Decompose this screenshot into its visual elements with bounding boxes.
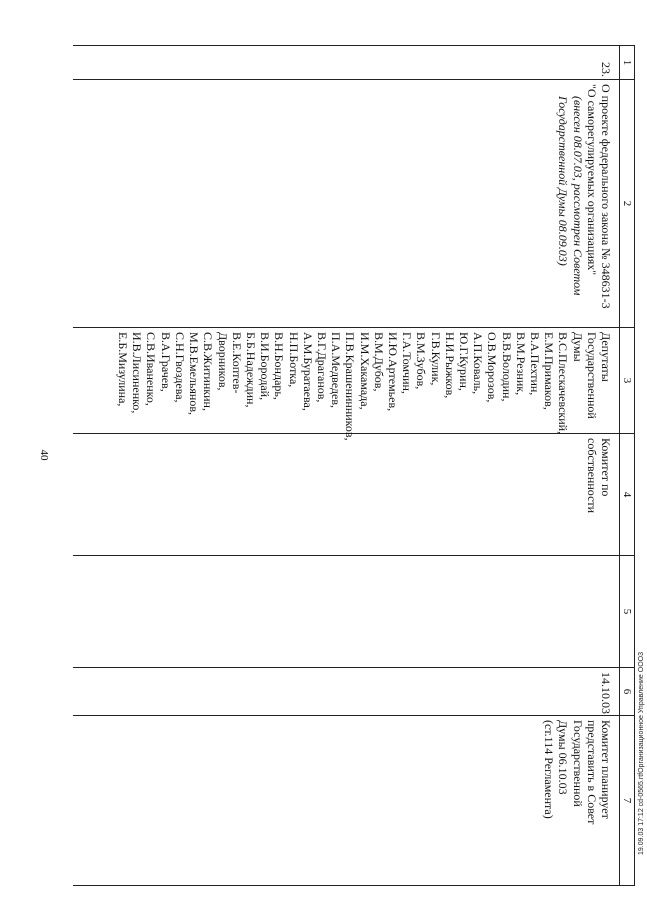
column-header-3: 3 (620, 328, 635, 434)
initiator-line: Ю.Г.Курин, (456, 332, 471, 391)
initiator-line: В.В.Володин, (499, 332, 514, 402)
initiator-line: Государственной (584, 332, 599, 419)
plan-line: представить в Совет (584, 720, 599, 825)
plan-cell (73, 716, 620, 886)
initiator-line: В.С.Плескачевский, (556, 332, 571, 435)
column-header-6: 6 (620, 668, 635, 716)
page-number: 40 (38, 449, 50, 461)
initiator-line: С.В.Иваненко, (144, 332, 159, 406)
initiator-line: Н.И.Рыжков, (442, 332, 457, 399)
column-header-2: 2 (620, 80, 635, 328)
initiator-line: А.П.Коваль, (471, 332, 486, 395)
rotated-table-container (40, 45, 635, 885)
bill-title-line: "О саморегулируемых организациях" (584, 84, 599, 276)
initiator-line: Г.А.Томчин, (400, 332, 415, 394)
column-number-row (620, 46, 635, 886)
footer-stamp: 19.09.03 17:12 cd-0565.rtfОрганизационное Управление ООО3 (638, 652, 645, 855)
bill-title-line: О проекте федерального закона № 348631-3 (599, 84, 613, 309)
initiator-line: А.М.Буратаева, (300, 332, 315, 411)
committee-line: Комитет по (599, 438, 613, 497)
initiator-line: И.В.Лисиненко, (130, 332, 145, 414)
initiator-line: С.В.Житинкин, (201, 332, 216, 411)
initiator-line: Г.В.Кулик, (428, 332, 443, 386)
initiator-line: М.В.Емельянов, (187, 332, 202, 415)
initiator-line: В.М.Зубов, (414, 332, 429, 390)
committee-line: собственности (584, 438, 599, 514)
initiator-line: Депутаты (599, 332, 613, 382)
initiator-line: О.В.Морозов, (485, 332, 500, 403)
initiator-line: Н.П.Ботка, (286, 332, 301, 388)
initiator-line: Дворников, (215, 332, 230, 391)
initiator-line: С.Н.Гвоздева, (172, 332, 187, 403)
column-header-1: 1 (620, 46, 635, 80)
initiator-line: Б.Б.Надеждин, (243, 332, 258, 408)
initiator-line: В.М.Резник, (513, 332, 528, 396)
initiator-line: В.Е.Коптев- (229, 332, 244, 394)
initiator-line: В.А.Пехтин, (527, 332, 542, 396)
plan-line: Государственной (570, 720, 585, 807)
initiator-line: В.Г.Драганов, (314, 332, 329, 403)
initiator-line: И.М.Хакамада, (357, 332, 372, 410)
column-header-7: 7 (620, 716, 635, 886)
committee-cell (73, 434, 620, 556)
column-header-4: 4 (620, 434, 635, 556)
bill-title-cell (73, 80, 620, 328)
table-row (73, 46, 620, 886)
empty-cell (73, 556, 620, 668)
initiator-line: В.Н.Бондарь, (272, 332, 287, 400)
initiator-line: Е.Б.Мизулина, (116, 332, 131, 407)
row-number: 23. (73, 46, 620, 80)
bill-note-line: (внесен 08.07.03, рассмотрен Советом (570, 96, 585, 296)
plan-line: (ст.114 Регламента) (542, 720, 557, 819)
initiator-line: В.М.Дубов, (371, 332, 386, 392)
initiator-line: В.А.Грачев, (158, 332, 173, 392)
initiators-cell (73, 328, 620, 441)
initiator-line: Думы (570, 332, 585, 362)
column-header-5: 5 (620, 556, 635, 668)
initiator-line: Е.М.Примаков, (542, 332, 557, 410)
initiator-line: П.В.Крашенинников, (343, 332, 358, 441)
agenda-table (73, 45, 635, 886)
bill-note-line: Государственной Думы 08.09.03) (556, 96, 571, 266)
initiator-line: П.А.Медведев, (329, 332, 344, 408)
plan-line: Комитет планирует (599, 720, 613, 819)
plan-line: Думы 06.10.03 (556, 720, 571, 795)
initiator-line: В.И.Бородай, (258, 332, 273, 401)
date-cell: 14.10.03 (73, 668, 620, 716)
initiator-line: И.Ю.Артемьев, (385, 332, 400, 412)
